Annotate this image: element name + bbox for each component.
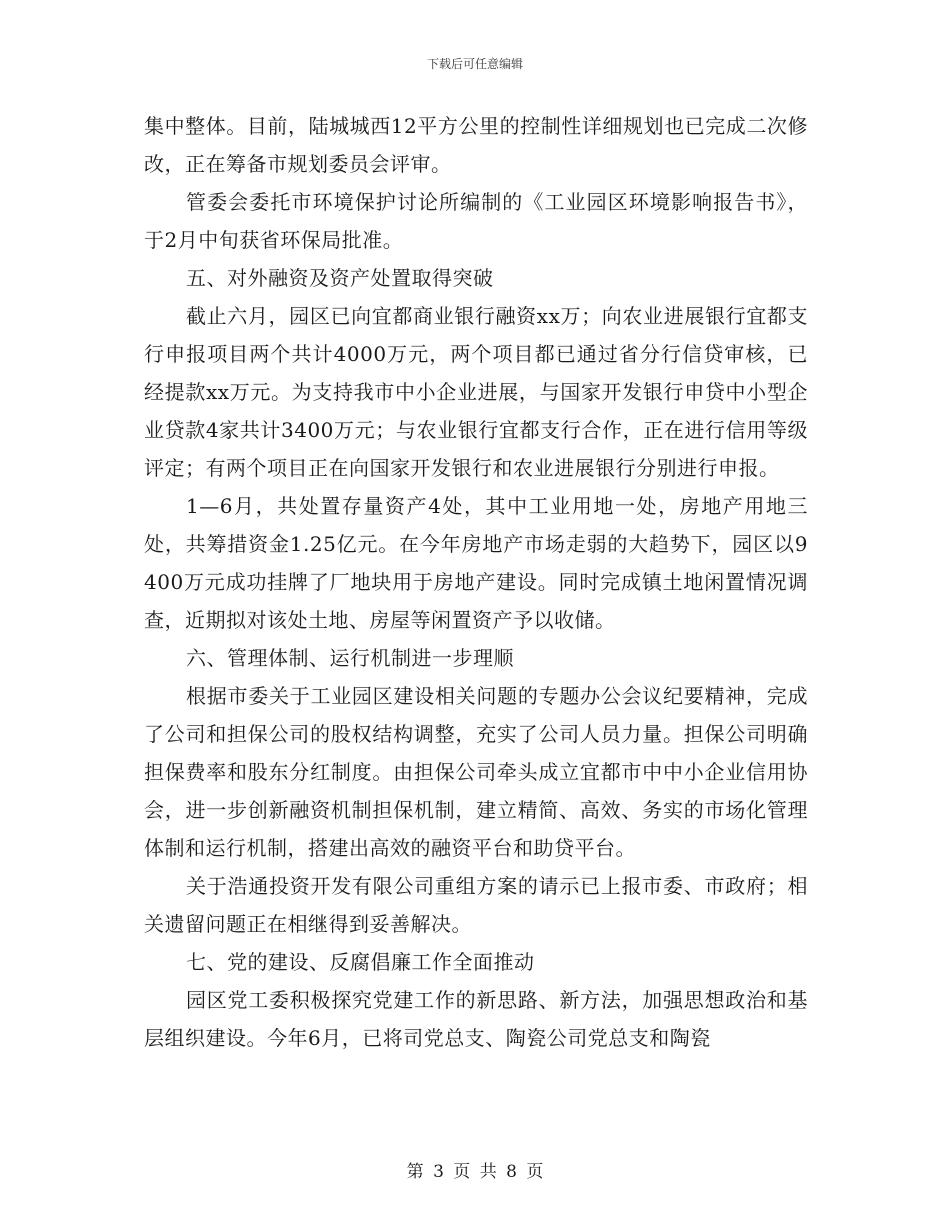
paragraph-financing: 截止六月，园区已向宜都商业银行融资xx万；向农业进展银行宜都支行申报项目两个共计4000万元，两个项目都已通过省分行信贷审核，已经提款xx万元。为支持我市中小企业进展，与国家开发银行申贷中小型企业贷款4家共计3400万元；与农业银行宜都支行合作，正在进行信用等级评定；有两个项目正在向国家开发银行和农业进展银行分别进行申报。 bbox=[144, 304, 808, 480]
paragraph-management: 根据市委关于工业园区建设相关问题的专题办公会议纪要精神，完成了公司和担保公司的股权结构调整，充实了公司人员力量。担保公司明确担保费率和股东分红制度。由担保公司牵头成立宜都市中中小企业信用协会，进一步创新融资机制担保机制，建立精简、高效、务实的市场化管理体制和运行机制，搭建出高效的融资平台和助贷平台。 bbox=[144, 684, 808, 860]
document-body bbox=[144, 107, 808, 1057]
section-heading-6: 六、管理体制、运行机制进一步理顺 bbox=[186, 646, 514, 670]
paragraph-restructuring: 关于浩通投资开发有限公司重组方案的请示已上报市委、市政府；相关遗留问题正在相继得到妥善解决。 bbox=[144, 874, 808, 936]
paragraph-2: 管委会委托市环境保护讨论所编制的《工业园区环境影响报告书》，于2月中旬获省环保局批准。 bbox=[144, 190, 808, 252]
paragraph-asset-disposal: 1—6月，共处置存量资产4处，其中工业用地一处，房地产用地三处，共筹措资金1.25亿元。在今年房地产市场走弱的大趋势下，园区以9400万元成功挂牌了厂地块用于房地产建设。同时完成镇土地闲置情况调查，近期拟对该处土地、房屋等闲置资产予以收储。 bbox=[144, 494, 808, 632]
page-header-note: 下载后可任意编辑 bbox=[426, 57, 523, 71]
section-heading-7: 七、党的建设、反腐倡廉工作全面推动 bbox=[186, 950, 535, 974]
paragraph-party-building: 园区党工委积极探究党建工作的新思路、新方法，加强思想政治和基层组织建设。今年6月，已将司党总支、陶瓷公司党总支和陶瓷 bbox=[144, 988, 808, 1050]
page-number-footer: 第 3 页 共 8 页 bbox=[406, 1162, 544, 1182]
section-heading-5: 五、对外融资及资产处置取得突破 bbox=[186, 266, 494, 290]
paragraph-1: 集中整体。目前，陆城城西12平方公里的控制性详细规划也已完成二次修改，正在筹备市规划委员会评审。 bbox=[144, 114, 808, 176]
